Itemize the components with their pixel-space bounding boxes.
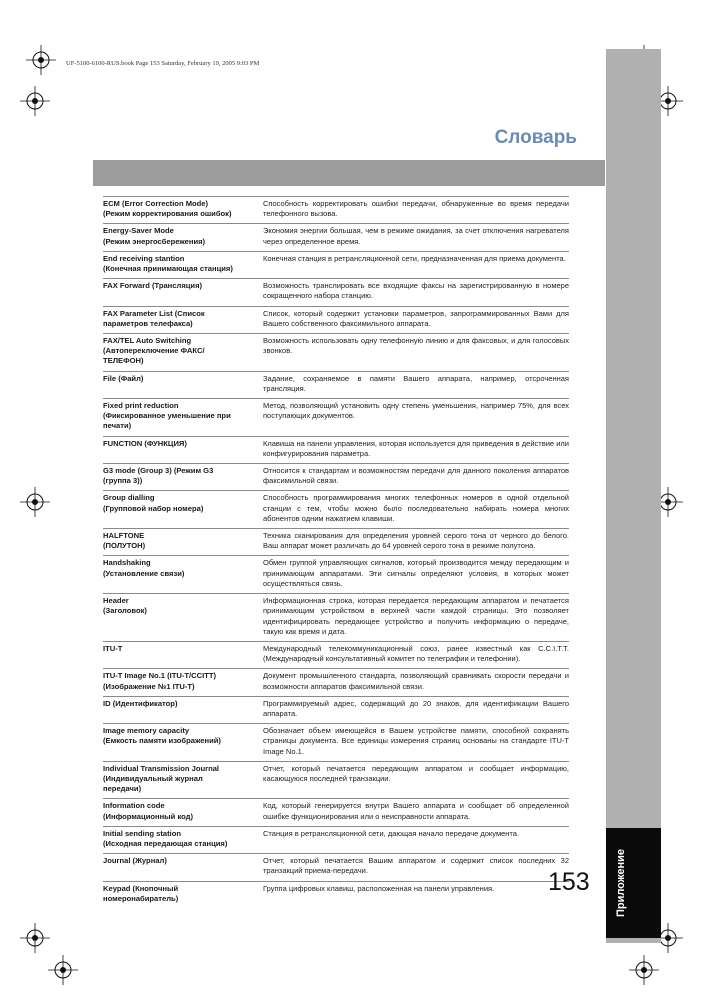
glossary-term: Initial sending station (Исходная передающая станция) — [103, 828, 228, 848]
glossary-entry — [103, 798, 569, 825]
glossary-definition: Клавиша на панели управления, которая используется для приведения в действие или конфигурирования параметра. — [263, 438, 569, 458]
registration-mark-icon — [629, 955, 659, 985]
glossary-entry — [103, 306, 569, 333]
glossary-term: ECM (Error Correction Mode) (Режим корректирования ошибок) — [103, 199, 232, 219]
glossary-entry — [103, 490, 569, 528]
glossary-definition: Группа цифровых клавиш, расположенная на панели управления. — [263, 883, 495, 893]
glossary-entry — [103, 826, 569, 853]
glossary-term: Fixed print reduction (Фиксированное уменьшение при печати) — [103, 401, 231, 431]
glossary-entry — [103, 371, 569, 398]
glossary-definition: Документ промышленного стандарта, позволяющий сравнивать скорости передачи и возможности аппаратов факсимильной связи. — [263, 671, 569, 691]
glossary-definition: Задание, сохраняемое в памяти Вашего аппарата, например, отсроченная трансляция. — [263, 373, 569, 393]
glossary-entry — [103, 196, 569, 223]
registration-mark-icon — [20, 86, 50, 116]
glossary-term: FAX Parameter List (Список параметров телефакса) — [103, 308, 205, 328]
glossary-definition: Обозначает объем имеющейся в Вашем устройстве памяти, способной сохранять страницы документа. Все единицы измерения страниц основаны на стандарте ITU-T Image No.1. — [263, 726, 569, 756]
registration-mark-icon — [20, 923, 50, 953]
glossary-definition: Международный телекоммуникационный союз, ранее известный как C.C.I.T.T. (Международный консультативный комитет по телеграфии и телефонии). — [263, 643, 569, 664]
side-tab-label: Приложение — [615, 848, 628, 918]
glossary-term: Group dialling (Групповой набор номера) — [103, 493, 204, 513]
glossary-term: Energy-Saver Mode (Режим энергосбережения) — [103, 226, 206, 246]
registration-mark-icon — [48, 955, 78, 985]
glossary-definition: Экономия энергии большая, чем в режиме ожидания, за счет отключения нагревателя через определенное время. — [263, 226, 569, 246]
glossary-definition: Конечная станция в ретрансляционной сети, предназначенная для приема документа. — [263, 253, 566, 263]
glossary-term: Keypad (Кнопочный номеронабиратель) — [103, 883, 179, 903]
glossary-term: Handshaking (Установление связи) — [103, 558, 185, 578]
glossary-list — [103, 196, 569, 908]
glossary-definition: Код, который генерируется внутри Вашего аппарата и сообщает об определенной ошибке функционирования или о неисправности аппарата. — [263, 801, 569, 821]
glossary-term: FAX Forward (Трансляция) — [103, 281, 203, 291]
glossary-entry — [103, 593, 569, 641]
glossary-term: Individual Transmission Journal (Индивидуальный журнал передачи) — [103, 763, 220, 794]
print-header: UF-5100-6100-RUS.book Page 153 Saturday, February 19, 2005 9:03 PM — [66, 60, 260, 67]
glossary-definition: Отчет, который печатается Вашим аппаратом и содержит список последних 32 транзакций приема-передачи. — [263, 856, 569, 876]
glossary-definition: Список, который содержит установки параметров, запрограммированных Вами для Вашего собственного факсимильного аппарата. — [263, 308, 569, 328]
glossary-term: Information code (Информационный код) — [103, 801, 194, 821]
glossary-entry — [103, 436, 569, 463]
glossary-term: Header (Заголовок) — [103, 596, 147, 616]
glossary-definition: Возможность использовать одну телефонную линию и для факсовых, и для голосовых звонков. — [263, 336, 569, 356]
glossary-definition: Программируемый адрес, содержащий до 20 знаков, для идентификации Вашего аппарата. — [263, 698, 569, 718]
glossary-entry — [103, 333, 569, 371]
glossary-entry — [103, 251, 569, 278]
glossary-term: ITU-T Image No.1 (ITU-T/CCITT) (Изображение №1 ITU-T) — [103, 671, 217, 691]
glossary-definition: Способность корректировать ошибки передачи, обнаруженные во время передачи телефонного вызова. — [263, 199, 569, 219]
glossary-entry — [103, 555, 569, 593]
registration-mark-icon — [26, 45, 56, 75]
glossary-entry — [103, 641, 569, 668]
side-tab — [606, 828, 636, 938]
glossary-definition: Отчет, который печатается передающим аппаратом и сообщает информацию, касающуюся последней транзакции. — [263, 763, 569, 783]
glossary-definition: Техника сканирования для определения уровней серого тона от черного до белого. Ваш аппарат может различать до 64 уровней серого тона в режиме полутона. — [263, 531, 569, 551]
glossary-term: Image memory capacity (Емкость памяти изображений) — [103, 726, 221, 746]
glossary-definition: Способность программирования многих телефонных номеров в одной отдельной станции с тем, чтобы можно было последовательно набирать номера многих абонентов одним нажатием клавиши. — [263, 493, 569, 523]
glossary-term: End receiving stantion (Конечная принимающая станция) — [103, 253, 233, 274]
glossary-definition: Относится к стандартам и возможностям передачи для данного поколения аппаратов факсимильной связи. — [263, 466, 569, 486]
glossary-definition: Метод, позволяющий установить одну степень уменьшения, например 75%, для всех поступающих документов. — [263, 401, 569, 421]
glossary-term: G3 mode (Group 3) (Режим G3 (группа 3)) — [103, 466, 214, 486]
glossary-entry — [103, 463, 569, 490]
glossary-term: File (Файл) — [103, 373, 144, 383]
glossary-entry — [103, 853, 569, 880]
glossary-term: HALFTONE (ПОЛУТОН) — [103, 531, 146, 551]
glossary-definition: Возможность транслировать все входящие факсы на зарегистрированную в номере сокращенного набора станцию. — [263, 281, 569, 301]
glossary-entry — [103, 278, 569, 305]
glossary-entry — [103, 398, 569, 436]
title-bar — [93, 160, 605, 186]
glossary-term: Journal (Журнал) — [103, 856, 167, 866]
glossary-term: ITU-T — [103, 643, 123, 653]
glossary-entry — [103, 881, 569, 908]
glossary-entry — [103, 761, 569, 799]
glossary-term: ID (Идентификатор) — [103, 698, 178, 708]
glossary-entry — [103, 696, 569, 723]
page-title: Словарь — [494, 127, 577, 148]
glossary-definition: Станция в ретрансляционной сети, дающая начало передаче документа. — [263, 828, 520, 838]
glossary-entry — [103, 528, 569, 555]
glossary-term: FAX/TEL Auto Switching (Автопереключение ФАКС/ ТЕЛЕФОН) — [103, 336, 205, 366]
side-tab-strip — [606, 49, 661, 943]
glossary-entry — [103, 668, 569, 695]
glossary-term: FUNCTION (ФУНКЦИЯ) — [103, 438, 187, 448]
glossary-definition: Информационная строка, которая передается передающим аппаратом и печатается принимающим устройством в верхней части каждой страницы. Это позволяет идентифицировать передающее устройство и получить информацию о передаче, такую как время и дата. — [263, 596, 569, 636]
glossary-entry — [103, 723, 569, 761]
page-number: 153 — [548, 868, 590, 896]
glossary-entry — [103, 223, 569, 250]
glossary-definition: Обмен группой управляющих сигналов, который производится между передающим и принимающим аппаратами. Эти сигналы определяют условия, в которых может осуществляться связь. — [263, 558, 569, 588]
registration-mark-icon — [20, 487, 50, 517]
